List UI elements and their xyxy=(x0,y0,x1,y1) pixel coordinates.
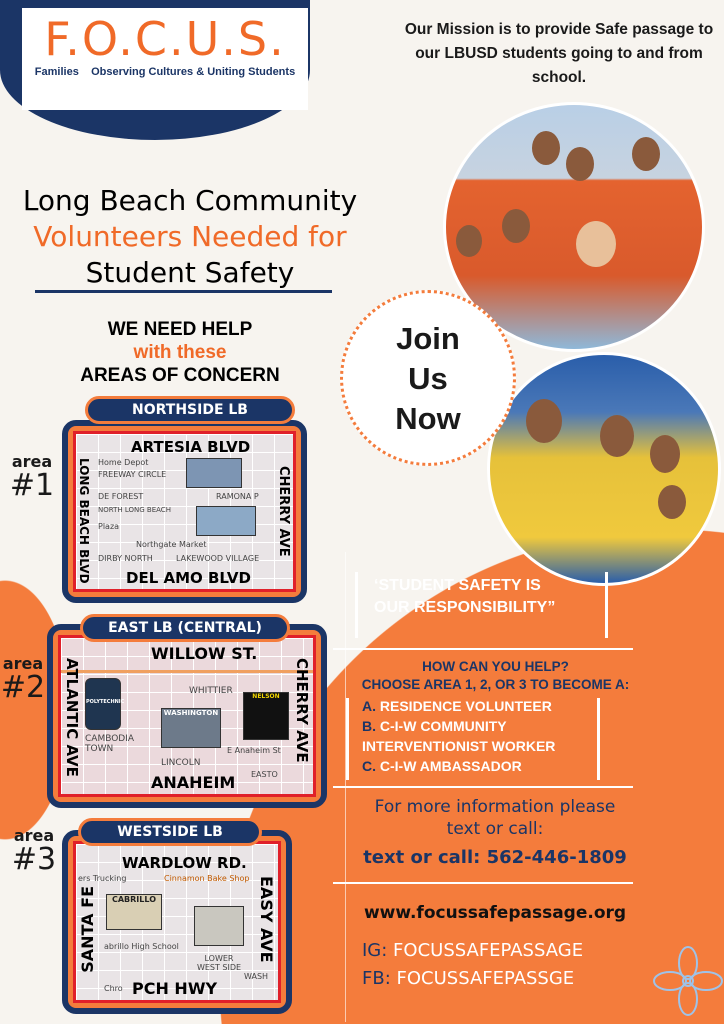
option-b-cont: INTERVENTIONIST WORKER xyxy=(362,738,556,754)
street-east: CHERRY AVE xyxy=(293,658,311,763)
website-link[interactable]: www.focussafepassage.org xyxy=(363,903,627,923)
map-label: LINCOLN xyxy=(161,758,201,768)
area-3-map-frame xyxy=(62,830,292,1014)
safety-quote xyxy=(360,575,610,619)
street-west: LONG BEACH BLVD xyxy=(77,458,91,584)
map-label: RAMONA P xyxy=(216,492,259,501)
map-label: DIRBY NORTH xyxy=(98,554,153,563)
title-line-1: Long Beach Community xyxy=(22,184,358,217)
map-label: Cinnamon Bake Shop xyxy=(164,874,250,883)
area-word: area xyxy=(13,826,55,845)
areas-heading xyxy=(40,318,320,387)
need-line-1: WE NEED HELP xyxy=(107,319,253,340)
join-line-3: Now xyxy=(395,401,461,436)
washington-school-photo: WASHINGTON xyxy=(161,708,221,748)
quote-line-2: OUR RESPONSIBILITY” xyxy=(374,599,556,616)
area-1-header: NORTHSIDE LB xyxy=(85,396,295,424)
area-2-header: EAST LB (CENTRAL) xyxy=(80,614,290,642)
info-line-2: text or call: xyxy=(446,819,544,839)
option-b: B. C-I-W COMMUNITY xyxy=(362,718,507,734)
options-bar-left xyxy=(346,698,349,780)
area-number: #1 xyxy=(9,468,55,503)
cabrillo-school-photo: CABRILLO xyxy=(106,894,162,930)
instagram-handle[interactable]: IG: FOCUSSAFEPASSAGE xyxy=(362,940,584,961)
join-line-2: Us xyxy=(408,361,448,396)
map-label: CAMBODIA TOWN xyxy=(85,734,135,754)
join-line-1: Join xyxy=(396,321,460,356)
street-east: CHERRY AVE xyxy=(276,466,291,557)
info-line-1: For more information please xyxy=(374,797,616,817)
area-3-header: WESTSIDE LB xyxy=(78,818,262,846)
page-title xyxy=(0,183,380,291)
area-word: area xyxy=(11,452,53,471)
facebook-handle[interactable]: FB: FOCUSSAFEPASSGE xyxy=(362,968,575,989)
logo-tagline-left: Families xyxy=(34,66,79,78)
help-line-2: CHOOSE AREA 1, 2, OR 3 TO BECOME A: xyxy=(361,677,630,692)
area-2-map-frame xyxy=(47,624,327,808)
map-label: WHITTIER xyxy=(189,686,233,696)
area-1-map[interactable] xyxy=(73,431,296,592)
map-label: EASTO xyxy=(251,770,278,779)
street-south: ANAHEIM xyxy=(151,773,236,792)
logo-name: F.O.C.U.S. xyxy=(44,12,286,66)
street-east: EASY AVE xyxy=(257,876,276,963)
map-label: DE FOREST xyxy=(98,492,144,501)
school-photo xyxy=(196,506,256,536)
map-label: LOWER WEST SIDE xyxy=(196,954,242,972)
map-label: FREEWAY CIRCLE xyxy=(98,470,167,479)
street-north: WARDLOW RD. xyxy=(122,854,247,872)
street-north: ARTESIA BLVD xyxy=(131,438,251,456)
map-label: Chro xyxy=(104,984,123,993)
flower-icon xyxy=(652,945,724,1017)
nelson-logo: NELSON xyxy=(243,692,289,740)
area-2-map[interactable] xyxy=(58,635,316,797)
divider xyxy=(333,882,633,884)
quote-line-1: ‘STUDENT SAFETY IS xyxy=(374,577,541,594)
polytechnic-logo: POLYTECHNIC xyxy=(85,678,121,730)
volunteer-options xyxy=(362,696,602,776)
title-line-2: Volunteers Needed for xyxy=(33,220,347,253)
school-photo xyxy=(186,458,242,488)
area-word: area xyxy=(2,654,44,673)
join-us-now-badge xyxy=(340,290,516,466)
map-label: E Anaheim St xyxy=(227,746,281,755)
help-heading xyxy=(333,658,658,694)
school-photo xyxy=(194,906,244,946)
divider xyxy=(333,786,633,788)
map-label: Plaza xyxy=(98,522,120,531)
map-label: NORTH LONG BEACH xyxy=(98,506,171,514)
map-label: Northgate Market xyxy=(136,540,207,549)
area-2-label xyxy=(0,654,46,703)
area-1-label xyxy=(4,452,60,501)
area-number: #3 xyxy=(11,842,57,877)
focus-logo xyxy=(22,8,308,110)
area-3-label xyxy=(6,826,62,875)
divider xyxy=(333,648,633,650)
area-1-map-frame xyxy=(62,420,307,603)
area-3-map[interactable] xyxy=(73,841,281,1003)
phone-number[interactable]: text or call: 562-446-1809 xyxy=(363,847,627,868)
quote-bar-left xyxy=(355,572,358,638)
street-north: WILLOW ST. xyxy=(151,644,258,663)
option-c: C. C-I-W AMBASSADOR xyxy=(362,758,522,774)
map-label: ers Trucking xyxy=(78,874,127,883)
families-photo xyxy=(487,352,721,586)
title-divider xyxy=(35,290,332,293)
mission-statement: Our Mission is to provide Safe passage to our LBUSD students going to and from school. xyxy=(404,21,714,86)
area-number: #2 xyxy=(0,670,46,705)
map-label: abrillo High School xyxy=(104,942,179,951)
need-line-2: with these xyxy=(133,342,227,363)
street-west: ATLANTIC AVE xyxy=(63,658,81,777)
title-line-3: Student Safety xyxy=(85,256,295,289)
logo-tagline-right: Observing Cultures & Uniting Students xyxy=(91,66,296,78)
option-a: A. RESIDENCE VOLUNTEER xyxy=(362,698,552,714)
map-label: Home Depot xyxy=(98,458,149,467)
street-south: PCH HWY xyxy=(132,979,218,998)
help-line-1: HOW CAN YOU HELP? xyxy=(422,659,569,674)
need-line-3: AREAS OF CONCERN xyxy=(80,365,280,386)
street-west: SANTA FE xyxy=(78,886,97,973)
more-info xyxy=(340,796,650,840)
map-label: LAKEWOOD VILLAGE xyxy=(176,554,260,563)
street-south: DEL AMO BLVD xyxy=(126,569,251,587)
map-label: WASH xyxy=(244,972,269,981)
